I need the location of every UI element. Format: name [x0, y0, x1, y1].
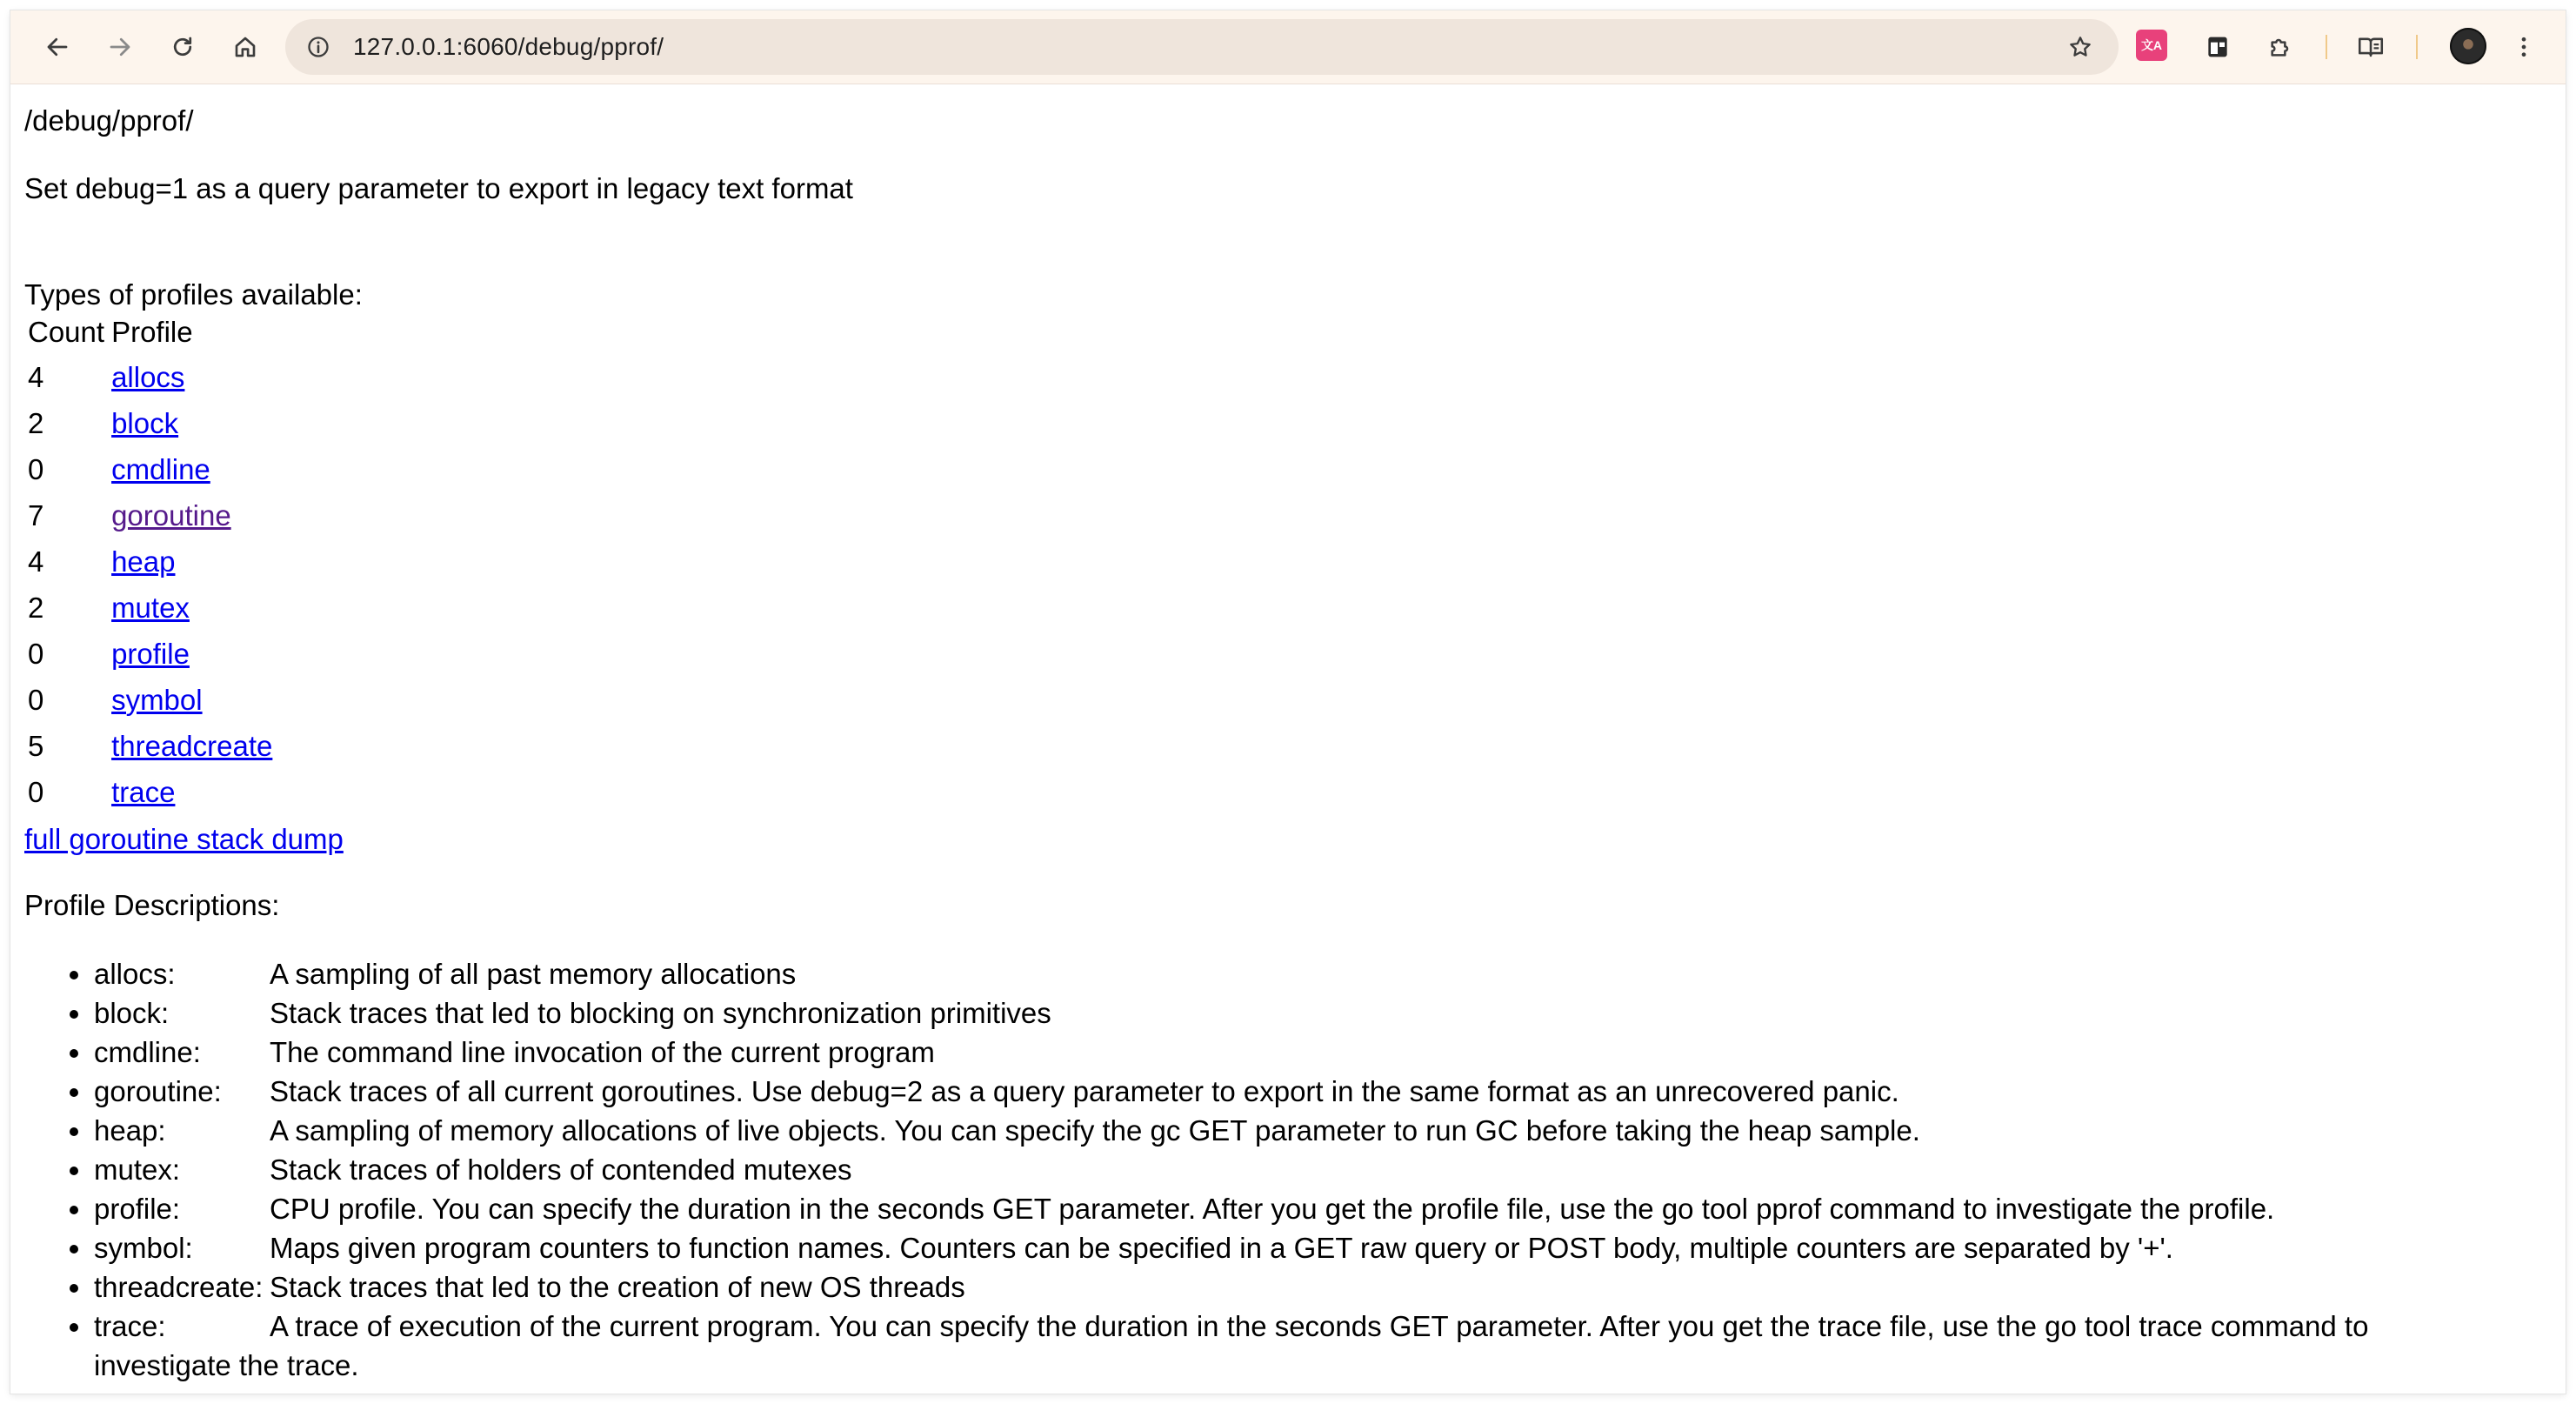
profile-count: 0: [28, 775, 44, 808]
profile-count: 7: [28, 498, 44, 532]
profile-link-trace[interactable]: trace: [111, 775, 176, 808]
profile-avatar[interactable]: [2450, 28, 2486, 64]
description-name: goroutine:: [94, 1075, 222, 1107]
profile-count: 0: [28, 637, 44, 670]
toolbar-separator: [2326, 35, 2327, 59]
table-row: [24, 677, 276, 723]
description-name: cmdline:: [94, 1036, 201, 1068]
bookmark-button[interactable]: [2061, 28, 2099, 66]
browser-toolbar: [10, 10, 2566, 84]
page-heading: /debug/pprof/: [24, 104, 194, 137]
table-header-row: [24, 311, 276, 354]
table-row: [24, 400, 276, 446]
profile-link-goroutine[interactable]: goroutine: [111, 498, 231, 532]
description-name: trace:: [94, 1310, 166, 1342]
count-column-header: Count: [28, 316, 105, 348]
description-text: The command line invocation of the current program: [270, 1036, 935, 1068]
translate-extension-glyph: 文A: [2140, 38, 2163, 52]
description-text: A trace of execution of the current program. You can specify the duration in the seconds GET parameter. After you get the trace file, use the go tool trace command to: [270, 1310, 2369, 1342]
list-item: [94, 993, 2512, 1033]
list-item: [94, 1072, 2512, 1111]
star-icon: [2067, 34, 2093, 60]
panel-extension-icon: [2204, 33, 2232, 61]
panel-extension-button[interactable]: [2197, 26, 2239, 68]
table-row: [24, 492, 276, 538]
profiles-table: [24, 311, 276, 815]
description-name: block:: [94, 997, 170, 1029]
table-row: [24, 631, 276, 677]
puzzle-icon: [2266, 33, 2294, 61]
profile-descriptions-title: Profile Descriptions:: [24, 889, 280, 921]
profile-column-header: Profile: [111, 316, 193, 348]
kebab-menu-icon: [2511, 34, 2537, 60]
description-name: threadcreate:: [94, 1271, 264, 1303]
description-name: symbol:: [94, 1232, 193, 1264]
profile-link-mutex[interactable]: mutex: [111, 591, 190, 624]
list-item: [94, 1307, 2512, 1385]
profile-count: 4: [28, 360, 44, 393]
url-text[interactable]: 127.0.0.1:6060/debug/pprof/: [353, 33, 664, 60]
list-item: [94, 1189, 2512, 1228]
description-name: profile:: [94, 1193, 181, 1225]
list-item: [94, 1033, 2512, 1072]
description-text: Stack traces that led to blocking on synchronization primitives: [270, 997, 1051, 1029]
table-row: [24, 723, 276, 769]
description-text: Stack traces of all current goroutines. Use debug=2 as a query parameter to export in the same format as an unrecovered panic.: [270, 1075, 1899, 1107]
list-item: [94, 1228, 2512, 1267]
description-text: CPU profile. You can specify the duration in the seconds GET parameter. After you get the profile file, use the go tool pprof command to investigate the profile.: [270, 1193, 2275, 1225]
description-name: mutex:: [94, 1153, 181, 1186]
profile-link-symbol[interactable]: symbol: [111, 683, 203, 716]
debug-hint: Set debug=1 as a query parameter to export in legacy text format: [24, 172, 853, 204]
profile-count: 4: [28, 545, 44, 578]
profile-types-title: Types of profiles available:: [24, 278, 363, 311]
home-button[interactable]: [224, 26, 266, 68]
info-circle-icon: [306, 35, 330, 59]
table-row: [24, 446, 276, 492]
description-text: A sampling of memory allocations of live objects. You can specify the gc GET parameter to run GC before taking the heap sample.: [270, 1114, 1920, 1147]
site-info-button[interactable]: [299, 28, 337, 66]
table-row: [24, 354, 276, 400]
profile-count: 2: [28, 406, 44, 439]
translate-extension-icon[interactable]: [2136, 30, 2167, 61]
browser-menu-button[interactable]: [2503, 26, 2545, 68]
forward-button[interactable]: [99, 26, 141, 68]
profile-count: 0: [28, 683, 44, 716]
table-row: [24, 538, 276, 585]
profile-link-threadcreate[interactable]: threadcreate: [111, 729, 273, 762]
profile-link-block[interactable]: block: [111, 406, 179, 439]
list-item: [94, 954, 2512, 993]
description-name: heap:: [94, 1114, 166, 1147]
page-content: [10, 84, 2566, 1394]
book-icon: [2356, 32, 2386, 62]
list-item: [94, 1111, 2512, 1150]
arrow-left-icon: [44, 34, 70, 60]
profile-descriptions-list: [10, 954, 2512, 1385]
browser-window: [10, 10, 2566, 1394]
description-text: Stack traces that led to the creation of new OS threads: [270, 1271, 965, 1303]
full-goroutine-dump-link[interactable]: full goroutine stack dump: [24, 823, 344, 855]
table-row: [24, 769, 276, 815]
description-text: Stack traces of holders of contended mutexes: [270, 1153, 852, 1186]
reload-button[interactable]: [162, 26, 204, 68]
profile-count: 2: [28, 591, 44, 624]
reload-icon: [170, 34, 196, 60]
arrow-right-icon: [107, 34, 133, 60]
back-button[interactable]: [37, 26, 78, 68]
extensions-button[interactable]: [2259, 26, 2301, 68]
profile-link-heap[interactable]: heap: [111, 545, 176, 578]
description-text: Maps given program counters to function names. Counters can be specified in a GET raw query or POST body, multiple counters are separated by '+'.: [270, 1232, 2173, 1264]
list-item: [94, 1150, 2512, 1189]
profile-link-allocs[interactable]: allocs: [111, 360, 185, 393]
profile-link-cmdline[interactable]: cmdline: [111, 452, 210, 485]
profile-count: 5: [28, 729, 44, 762]
table-row: [24, 585, 276, 631]
list-item: [94, 1267, 2512, 1307]
profile-link-profile[interactable]: profile: [111, 637, 190, 670]
description-name: allocs:: [94, 958, 176, 990]
description-text: A sampling of all past memory allocations: [270, 958, 797, 990]
profile-count: 0: [28, 452, 44, 485]
description-text-continued: investigate the trace.: [94, 1349, 359, 1381]
home-icon: [232, 34, 258, 60]
address-bar[interactable]: [285, 19, 2119, 75]
toolbar-separator: [2416, 35, 2418, 59]
reading-list-button[interactable]: [2350, 26, 2392, 68]
